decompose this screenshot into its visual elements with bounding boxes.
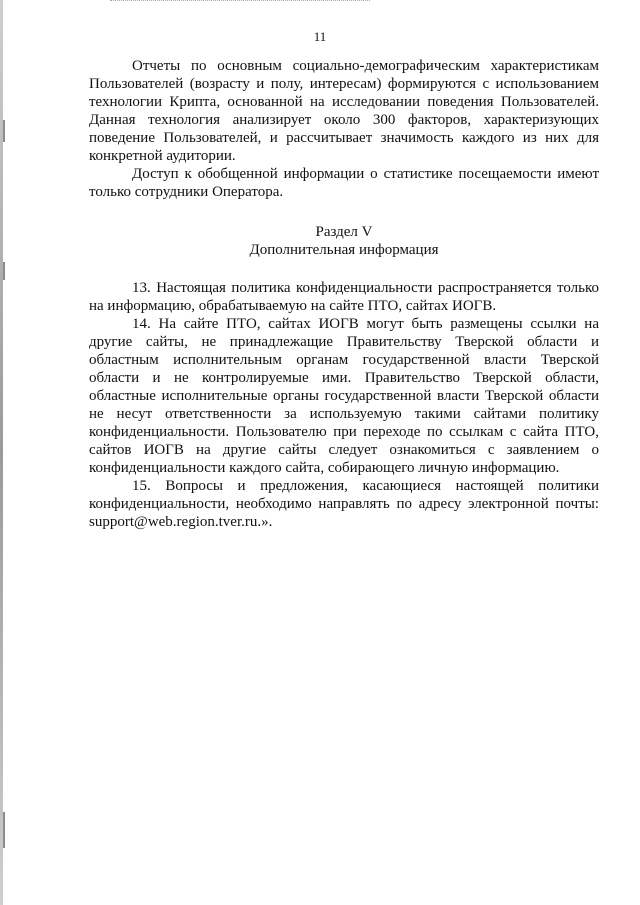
paragraph-access: Доступ к обобщенной информации о статистике посещаемости имеют только сотрудники Оператора.	[89, 166, 599, 200]
paragraph-15: 15. Вопросы и предложения, касающиеся настоящей политики конфиденциальности, необходимо направлять по адресу электронной почты: support@web.region.tver.ru.».	[89, 478, 599, 530]
paragraph-reports: Отчеты по основным социально-демографическим характеристикам Пользователей (возрасту и полу, интересам) формируются с использованием технологии Крипта, основанной на исследовании поведения Пользователей. Данная технология анализирует около 300 факторов, характеризующих поведение Пользователей, и рассчитывает значимость каждого из них для конкретной аудитории.	[89, 58, 599, 164]
document-body	[89, 57, 599, 531]
section-number: Раздел V	[315, 224, 373, 240]
page-number: 11	[313, 29, 327, 44]
scan-margin-mark	[3, 120, 5, 142]
scan-margin-mark	[3, 812, 5, 848]
paragraph-14: 14. На сайте ПТО, сайтах ИОГВ могут быть размещены ссылки на другие сайты, не принадлежащие Правительству Тверской области и областным исполнительным органам государственной власти Тверской области и не контролируемые ими. Правительство Тверской области, областные исполнительные органы государственной власти Тверской области не несут ответственности за используемую такими сайтами политику конфиденциальности. Пользователю при переходе по ссылкам с сайта ПТО, сайтов ИОГВ на другие сайты следует ознакомиться с заявлением о конфиденциальности каждого сайта, собирающего личную информацию.	[89, 316, 599, 476]
paragraph-13: 13. Настоящая политика конфиденциальности распространяется только на информацию, обрабатываемую на сайте ПТО, сайтах ИОГВ.	[89, 280, 599, 314]
scan-top-artifact	[110, 0, 370, 6]
section-title: Дополнительная информация	[249, 242, 439, 258]
scan-margin-mark	[3, 262, 5, 280]
section-heading	[89, 223, 599, 259]
